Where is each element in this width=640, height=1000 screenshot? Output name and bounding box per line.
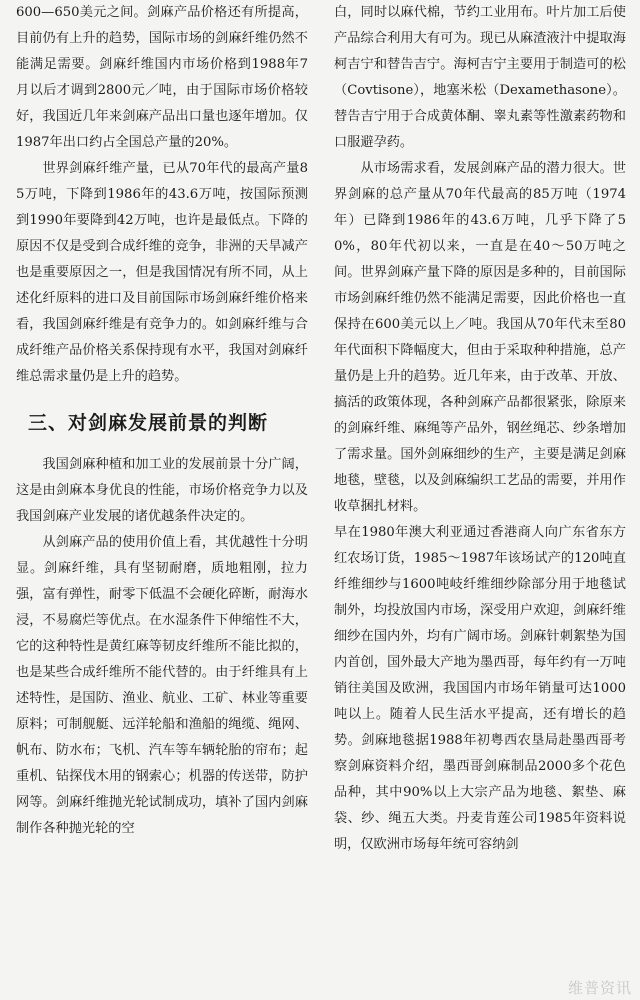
right-column — [334, 0, 626, 858]
section-heading: 三、对剑麻发展前景的判断 — [28, 412, 269, 434]
left-column — [16, 0, 308, 842]
paragraph: 600—650美元之间。剑麻产品价格还有所提高，目前仍有上升的趋势，国际市场的剑麻纤维仍然不能满足需要。剑麻纤维国内市场价格到1988年7月以后才调到2800元／吨，由于国际市场价格较好，我国近几年来剑麻产品出口量也逐年增加。仅1987年出口约占全国总产量的20%。 — [16, 5, 308, 150]
paragraph: 我国剑麻种植和加工业的发展前景十分广阔，这是由剑麻本身优良的性能，市场价格竞争力以及我国剑麻产业发展的诸优越条件决定的。 — [16, 457, 308, 524]
paragraph: 白，同时以麻代棉，节约工业用布。叶片加工后使产品综合利用大有可为。现已从麻渣液汁中提取海柯吉宁和替告吉宁。海柯吉宁主要用于制造可的松（Covtisone），地塞米松（Dexamethasone）。替告吉宁用于合成黄体酮、睾丸素等性激素药物和口服避孕药。 — [334, 5, 626, 150]
paragraph: 从市场需求看，发展剑麻产品的潜力很大。世界剑麻的总产量从70年代最高的85万吨（1974年）已降到1986年的43.6万吨，几乎下降了50%，80年代初以来，一直是在40～50万吨之间。世界剑麻产量下降的原因是多种的，目前国际市场剑麻纤维仍然不能满足需要，因此价格也一直保持在600美元以上／吨。我国从70年代末至80年代面积下降幅度大，但由于采取种种措施，总产量仍是上升的趋势。近几年来，由于改革、开放、搞活的政策体现，各种剑麻产品都很紧张，除原来的剑麻纤维、麻绳等产品外，钢丝绳芯、纱条增加了需求量。国外剑麻细纱的生产，主要是满足剑麻地毯，壁毯，以及剑麻编织工艺品的需要，并用作收草捆扎材料。 — [334, 161, 626, 514]
paragraph: 早在1980年澳大利亚通过香港商人向广东省东方红农场订货，1985～1987年该场试产的120吨直纤维细纱与1600吨岐纤维细纱除部分用于地毯试制外，均投放国内市场，深受用户欢迎，剑麻纤维细纱在国内外，均有广阔市场。剑麻针刺絮垫为国内首创，国外最大产地为墨西哥，每年约有一万吨销往美国及欧洲，我国国内市场年销量可达1000吨以上。随着人民生活水平提高，还有增长的趋势。剑麻地毯据1988年初粤西农垦局赴墨西哥考察剑麻资料介绍，墨西哥剑麻制品2000多个花色品种，其中90%以上大宗产品为地毯、絮垫、麻袋、纱、绳五大类。丹麦肯莲公司1985年资料说明，仅欧洲市场每年统可容纳剑 — [334, 525, 626, 852]
watermark: 维普资讯 — [567, 979, 632, 997]
paragraph: 世界剑麻纤维产量，已从70年代的最高产量85万吨，下降到1986年的43.6万吨，按国际预测到1990年要降到42万吨，也许是最低点。下降的原因不仅是受到合成纤维的竞争，非洲的天旱减产也是重要原因之一，但是我国情况有所不同，从上述化纤原料的进口及目前国际市场剑麻纤维价格来看，我国剑麻纤维是有竞争力的。如剑麻纤维与合成纤维产品价格关系保持现有水平，我国对剑麻纤维总需求量仍是上升的趋势。 — [16, 161, 308, 384]
paragraph: 从剑麻产品的使用价值上看，其优越性十分明显。剑麻纤维，具有坚韧耐磨，质地粗刚，拉力强，富有弹性，耐零下低温不会硬化碎断，耐海水浸，不易腐烂等优点。在水湿条件下伸缩性不大，它的这种特性是黄红麻等韧皮纤维所不能比拟的，也是某些合成纤维所不能代替的。由于纤维具有上述特性，是国防、渔业、航业、工矿、林业等重要原料；可制舰艇、远洋轮船和渔船的绳缆、绳网、帆布、防水布；飞机、汽车等车辆轮胎的帘布；起重机、钻探伐木用的钢索心；机器的传送带，防护网等。剑麻纤维抛光轮试制成功，填补了国内剑麻制作各种抛光轮的空 — [16, 535, 308, 836]
